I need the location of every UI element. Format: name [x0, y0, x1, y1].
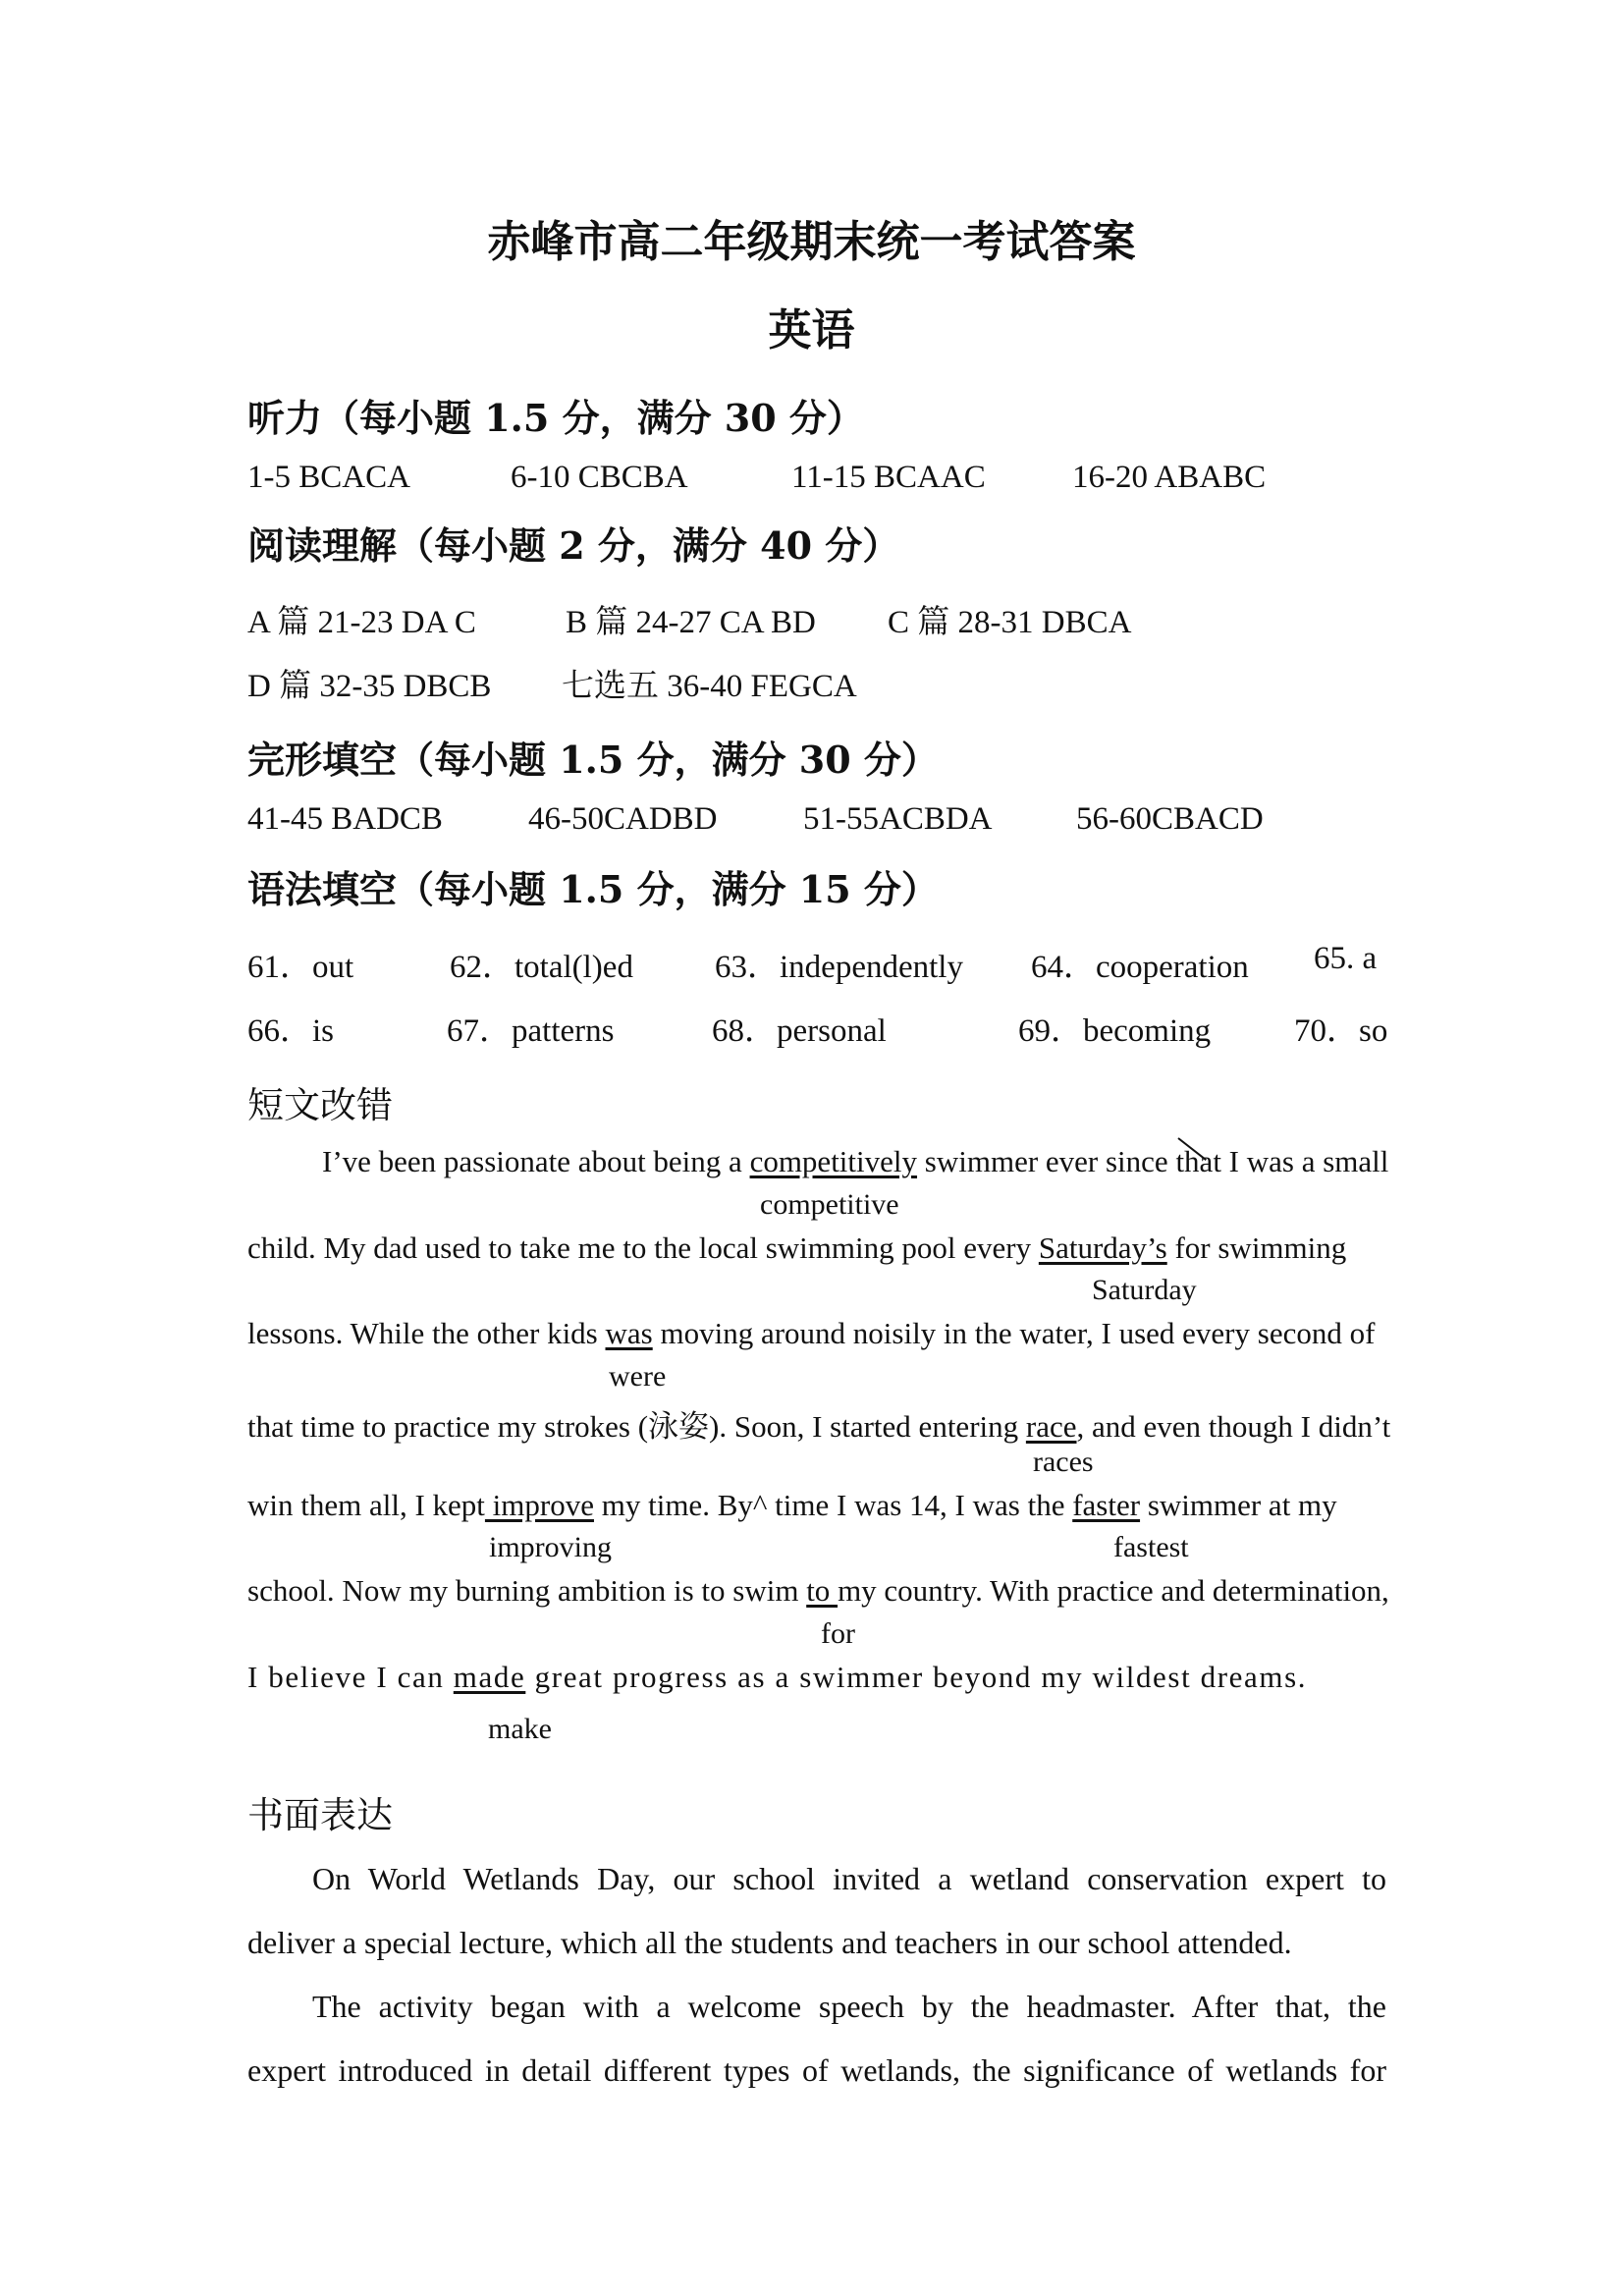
reading-heading: 阅读理解（每小题 2 分，满分 40 分） [247, 523, 900, 568]
writing-heading: 书面表达 [247, 1794, 393, 1836]
error-word: faster [1072, 1488, 1141, 1522]
correction-word: fastest [1113, 1531, 1189, 1563]
listening-heading: 听力（每小题 1.5 分，满分 30 分） [247, 396, 864, 440]
grammar-answer: 69．becoming [1018, 1013, 1212, 1049]
text-segment: , and even though I didn’t [1076, 1409, 1391, 1444]
cloze-heading: 完形填空（每小题 1.5 分，满分 30 分） [247, 738, 939, 782]
text-segment: I’ve been passionate about being a [322, 1144, 750, 1178]
reading-answer: B 篇 24-27 CA BD [566, 605, 816, 640]
text-segment: child. My dad used to take me to the local swimming pool every [247, 1230, 1039, 1265]
document-subtitle: 英语 [768, 305, 855, 355]
correction-word: make [488, 1713, 552, 1745]
listening-answer: 1-5 BCACA [247, 460, 410, 495]
correction-word: Saturday [1092, 1274, 1197, 1306]
text-segment: my country. With practice and determination, [838, 1573, 1389, 1608]
error-word: Saturday’s [1038, 1230, 1167, 1265]
listening-answer: 6-10 CBCBA [511, 460, 688, 495]
error-word: made [453, 1660, 526, 1694]
listening-answer: 16-20 ABABC [1072, 460, 1267, 495]
correction-line-2 [247, 1230, 1386, 1266]
text-segment: moving around noisily in the water, I used every second of [652, 1316, 1376, 1350]
error-word: improve [484, 1488, 594, 1522]
correction-line-7 [247, 1660, 1386, 1695]
correction-word: were [609, 1360, 667, 1393]
essay-line: The activity began with a welcome speech by the headmaster. After that, the [312, 1989, 1386, 2024]
text-segment: lessons. While the other kids [247, 1316, 606, 1350]
document-title: 赤峰市高二年级期末统一考试答案 [487, 217, 1136, 267]
reading-answer: A 篇 21-23 DA C [247, 605, 476, 640]
correction-line-1 [322, 1144, 1389, 1179]
grammar-answer: 68．personal [712, 1013, 887, 1049]
reading-answer: 七选五 36-40 FEGCA [562, 669, 857, 704]
text-segment: great progress as a swimmer beyond my wildest dreams. [525, 1660, 1308, 1694]
grammar-answer: 61．out [247, 950, 354, 985]
error-word: competitively [749, 1144, 918, 1178]
text-segment: win them all, I kept [247, 1488, 485, 1522]
essay-line: deliver a special lecture, which all the students and teachers in our school attended. [247, 1925, 1292, 1960]
grammar-answer: 62．total(l)ed [450, 950, 633, 985]
correction-word: races [1033, 1446, 1094, 1478]
grammar-heading: 语法填空（每小题 1.5 分，满分 15 分） [247, 867, 939, 911]
correction-line-6 [247, 1573, 1389, 1609]
correction-heading: 短文改错 [247, 1084, 393, 1126]
correction-line-3 [247, 1316, 1386, 1351]
essay-line: On World Wetlands Day, our school invited a wetland conservation expert to [312, 1861, 1386, 1896]
text-segment: for swimming [1166, 1230, 1347, 1265]
text-segment: my time. By^ time I was 14, I was the [593, 1488, 1073, 1522]
correction-word: for [821, 1617, 855, 1650]
grammar-answer: 70．so [1294, 1013, 1388, 1049]
cloze-answer: 41-45 BADCB [247, 801, 443, 837]
text-segment: swimmer ever since that I was a small [917, 1144, 1389, 1178]
listening-answer: 11-15 BCAAC [791, 460, 986, 495]
grammar-answer: 66．is [247, 1013, 335, 1049]
grammar-answer: 63．independently [715, 950, 963, 985]
cloze-answer: 51-55ACBDA [803, 801, 993, 837]
correction-line-5 [247, 1488, 1386, 1523]
error-word: to [806, 1573, 839, 1608]
cloze-answer: 56-60CBACD [1076, 801, 1264, 837]
reading-answer: D 篇 32-35 DBCB [247, 669, 492, 704]
grammar-answer: 67．patterns [447, 1013, 615, 1049]
correction-line-4 [247, 1401, 1391, 1446]
error-word: race [1025, 1409, 1077, 1444]
text-segment: school. Now my burning ambition is to swim [247, 1573, 807, 1608]
text-segment: swimmer at my [1140, 1488, 1337, 1522]
error-word: was [605, 1316, 653, 1350]
grammar-answer: 64．cooperation [1031, 950, 1249, 985]
essay-line: expert introduced in detail different types of wetlands, the significance of wetlands for [247, 2052, 1386, 2088]
correction-word: competitive [760, 1188, 899, 1221]
text-segment: that time to practice my strokes (泳姿). Soon, I started entering [247, 1409, 1026, 1444]
text-segment: I believe I can [247, 1660, 454, 1694]
correction-word: improving [489, 1531, 612, 1563]
grammar-answer: 65. a [1314, 941, 1378, 976]
reading-answer: C 篇 28-31 DBCA [888, 605, 1132, 640]
cloze-answer: 46-50CADBD [528, 801, 718, 837]
